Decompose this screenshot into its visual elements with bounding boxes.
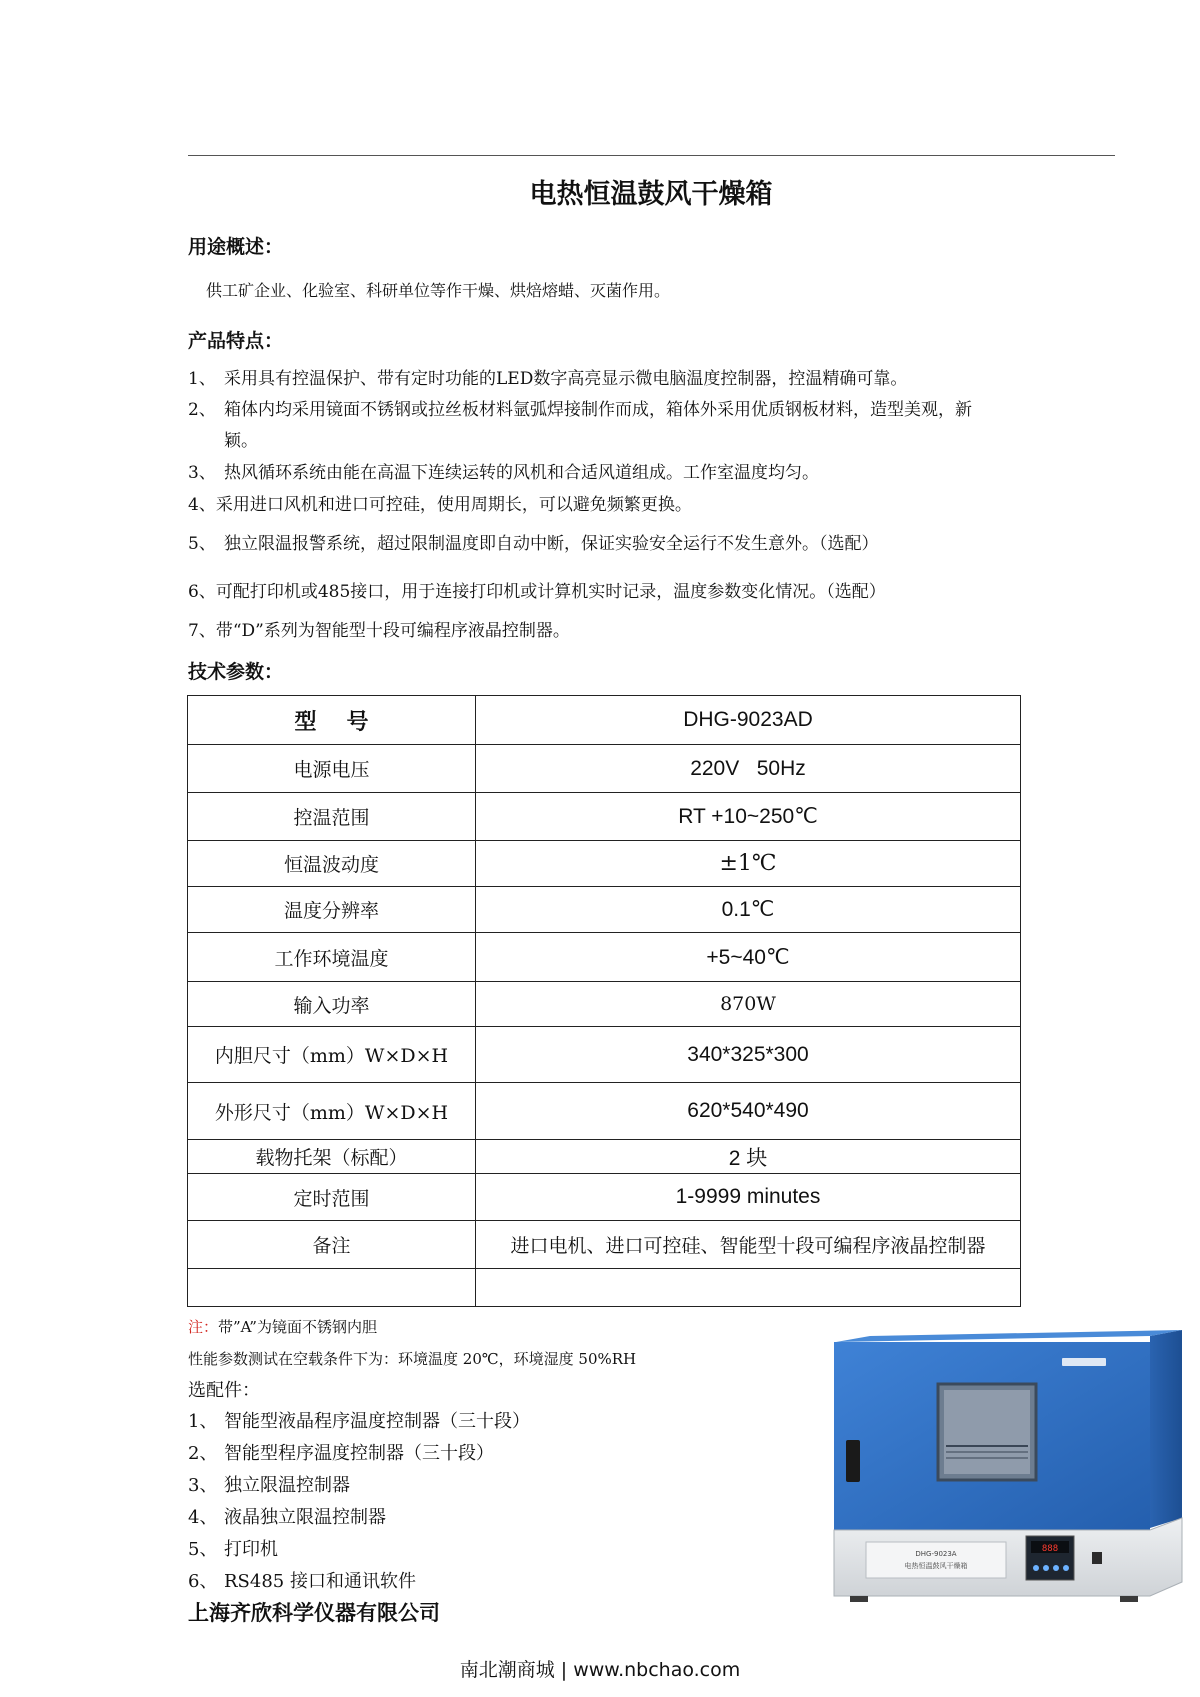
feature-num: 1、	[188, 369, 216, 389]
feature-text: 热风循环系统由能在高温下连续运转的风机和合适风道组成。工作室温度均匀。	[224, 463, 819, 483]
spec-label: 电源电压	[188, 745, 476, 793]
spec-value: ±1℃	[476, 841, 1021, 887]
note-text: 带”A”为镜面不锈钢内胆	[218, 1318, 377, 1336]
acc-num: 1、	[188, 1411, 218, 1432]
power-switch-icon	[1092, 1552, 1102, 1564]
acc-text: 智能型程序温度控制器（三十段）	[224, 1443, 494, 1464]
table-row	[188, 1083, 1021, 1140]
usage-heading: 用途概述：	[188, 236, 284, 258]
acc-text: 独立限温控制器	[224, 1475, 350, 1496]
feature-num: 3、	[188, 463, 216, 483]
spec-label: 载物托架（标配）	[188, 1140, 476, 1174]
spec-value	[476, 1269, 1021, 1307]
spec-label: 工作环境温度	[188, 933, 476, 982]
feature-item-1	[188, 364, 1118, 395]
oven-side	[1150, 1330, 1182, 1528]
page-footer: 南北潮商城 | www.nbchao.com	[459, 1659, 741, 1681]
acc-text: RS485 接口和通讯软件	[224, 1571, 416, 1592]
table-row	[188, 1140, 1021, 1174]
table-row	[188, 933, 1021, 982]
foot-icon	[850, 1596, 868, 1602]
spec-value: 0.1℃	[476, 887, 1021, 933]
spec-value: 1-9999 minutes	[476, 1174, 1021, 1221]
spec-value: 220V 50Hz	[476, 745, 1021, 793]
oven-window-glass	[944, 1390, 1030, 1474]
spec-value: 进口电机、进口可控硅、智能型十段可编程序液晶控制器	[476, 1221, 1021, 1269]
page-title: 电热恒温鼓风干燥箱	[529, 179, 773, 210]
spec-value-model: DHG-9023AD	[476, 696, 1021, 745]
base-label-plate	[866, 1542, 1006, 1578]
spec-label: 定时范围	[188, 1174, 476, 1221]
controller-readout: 888	[1041, 1544, 1059, 1554]
acc-num: 3、	[188, 1475, 218, 1496]
feature-text: 箱体内均采用镜面不锈钢或拉丝板材料氩弧焊接制作而成，箱体外采用优质钢板材料，造型美观，新	[224, 400, 972, 420]
feature-item-2	[188, 395, 1118, 457]
feature-item-6: 6、可配打印机或485接口，用于连接打印机或计算机实时记录，温度参数变化情况。（选配）	[188, 582, 886, 602]
table-row	[188, 793, 1021, 841]
acc-num: 2、	[188, 1443, 218, 1464]
product-image	[830, 1328, 1185, 1604]
list-item	[188, 1438, 530, 1470]
table-row	[188, 841, 1021, 887]
acc-num: 5、	[188, 1539, 218, 1560]
features-heading: 产品特点：	[188, 330, 284, 352]
oven-top	[836, 1330, 1182, 1342]
spec-label-model: 型号	[188, 696, 476, 745]
spec-value: +5~40℃	[476, 933, 1021, 982]
list-item	[188, 1470, 530, 1502]
spec-label	[188, 1269, 476, 1307]
list-item	[188, 1406, 530, 1438]
feature-item-3	[188, 458, 1118, 489]
table-row	[188, 887, 1021, 933]
feature-num: 2、	[188, 400, 216, 420]
spec-label: 恒温波动度	[188, 841, 476, 887]
table-row	[188, 982, 1021, 1027]
note-line-2: 性能参数测试在空载条件下为：环境温度 20℃，环境湿度 50%RH	[188, 1350, 637, 1368]
header-rule	[188, 155, 1115, 156]
feature-item-4: 4、采用进口风机和进口可控硅，使用周期长，可以避免频繁更换。	[188, 495, 692, 515]
feature-item-7: 7、带“D”系列为智能型十段可编程序液晶控制器。	[188, 621, 570, 641]
acc-num: 4、	[188, 1507, 218, 1528]
feature-num: 5、	[188, 534, 216, 554]
table-row	[188, 1221, 1021, 1269]
table-row	[188, 1174, 1021, 1221]
base-model-text: DHG-9023A	[915, 1550, 957, 1558]
spec-table	[187, 695, 1021, 1307]
brand-badge	[1062, 1358, 1106, 1366]
acc-text: 打印机	[224, 1539, 278, 1560]
base-name-text: 电热恒温鼓风干燥箱	[904, 1562, 968, 1570]
spec-label: 内胆尺寸（mm）W×D×H	[188, 1027, 476, 1083]
foot-icon	[1120, 1596, 1138, 1602]
feature-text-cont: 颖。	[224, 431, 258, 451]
acc-text: 智能型液晶程序温度控制器（三十段）	[224, 1411, 530, 1432]
table-row	[188, 696, 1021, 745]
spec-value: 340*325*300	[476, 1027, 1021, 1083]
spec-value: 620*540*490	[476, 1083, 1021, 1140]
accessories-list	[188, 1406, 530, 1598]
spec-value: 2 块	[476, 1140, 1021, 1174]
table-row	[188, 1269, 1021, 1307]
note-line-1	[188, 1316, 377, 1337]
feature-text: 采用具有控温保护、带有定时功能的LED数字高亮显示微电脑温度控制器，控温精确可靠。	[224, 369, 908, 389]
spec-value: 870W	[476, 982, 1021, 1027]
feature-item-5	[188, 529, 1118, 560]
door-handle-icon	[846, 1440, 860, 1482]
table-row	[188, 1027, 1021, 1083]
company-name: 上海齐欣科学仪器有限公司	[188, 1601, 440, 1625]
spec-value: RT +10~250℃	[476, 793, 1021, 841]
acc-num: 6、	[188, 1571, 218, 1592]
usage-text: 供工矿企业、化验室、科研单位等作干燥、烘焙熔蜡、灭菌作用。	[206, 281, 671, 300]
accessories-heading: 选配件：	[188, 1380, 260, 1401]
list-item	[188, 1566, 530, 1598]
spec-label: 外形尺寸（mm）W×D×H	[188, 1083, 476, 1140]
spec-label: 输入功率	[188, 982, 476, 1027]
specs-heading: 技术参数：	[188, 661, 284, 683]
acc-text: 液晶独立限温控制器	[224, 1507, 386, 1528]
note-label: 注：	[188, 1318, 219, 1336]
spec-label: 备注	[188, 1221, 476, 1269]
spec-label: 控温范围	[188, 793, 476, 841]
table-row	[188, 745, 1021, 793]
list-item	[188, 1534, 530, 1566]
spec-label: 温度分辨率	[188, 887, 476, 933]
feature-text: 独立限温报警系统，超过限制温度即自动中断，保证实验安全运行不发生意外。（选配）	[224, 534, 879, 554]
list-item	[188, 1502, 530, 1534]
